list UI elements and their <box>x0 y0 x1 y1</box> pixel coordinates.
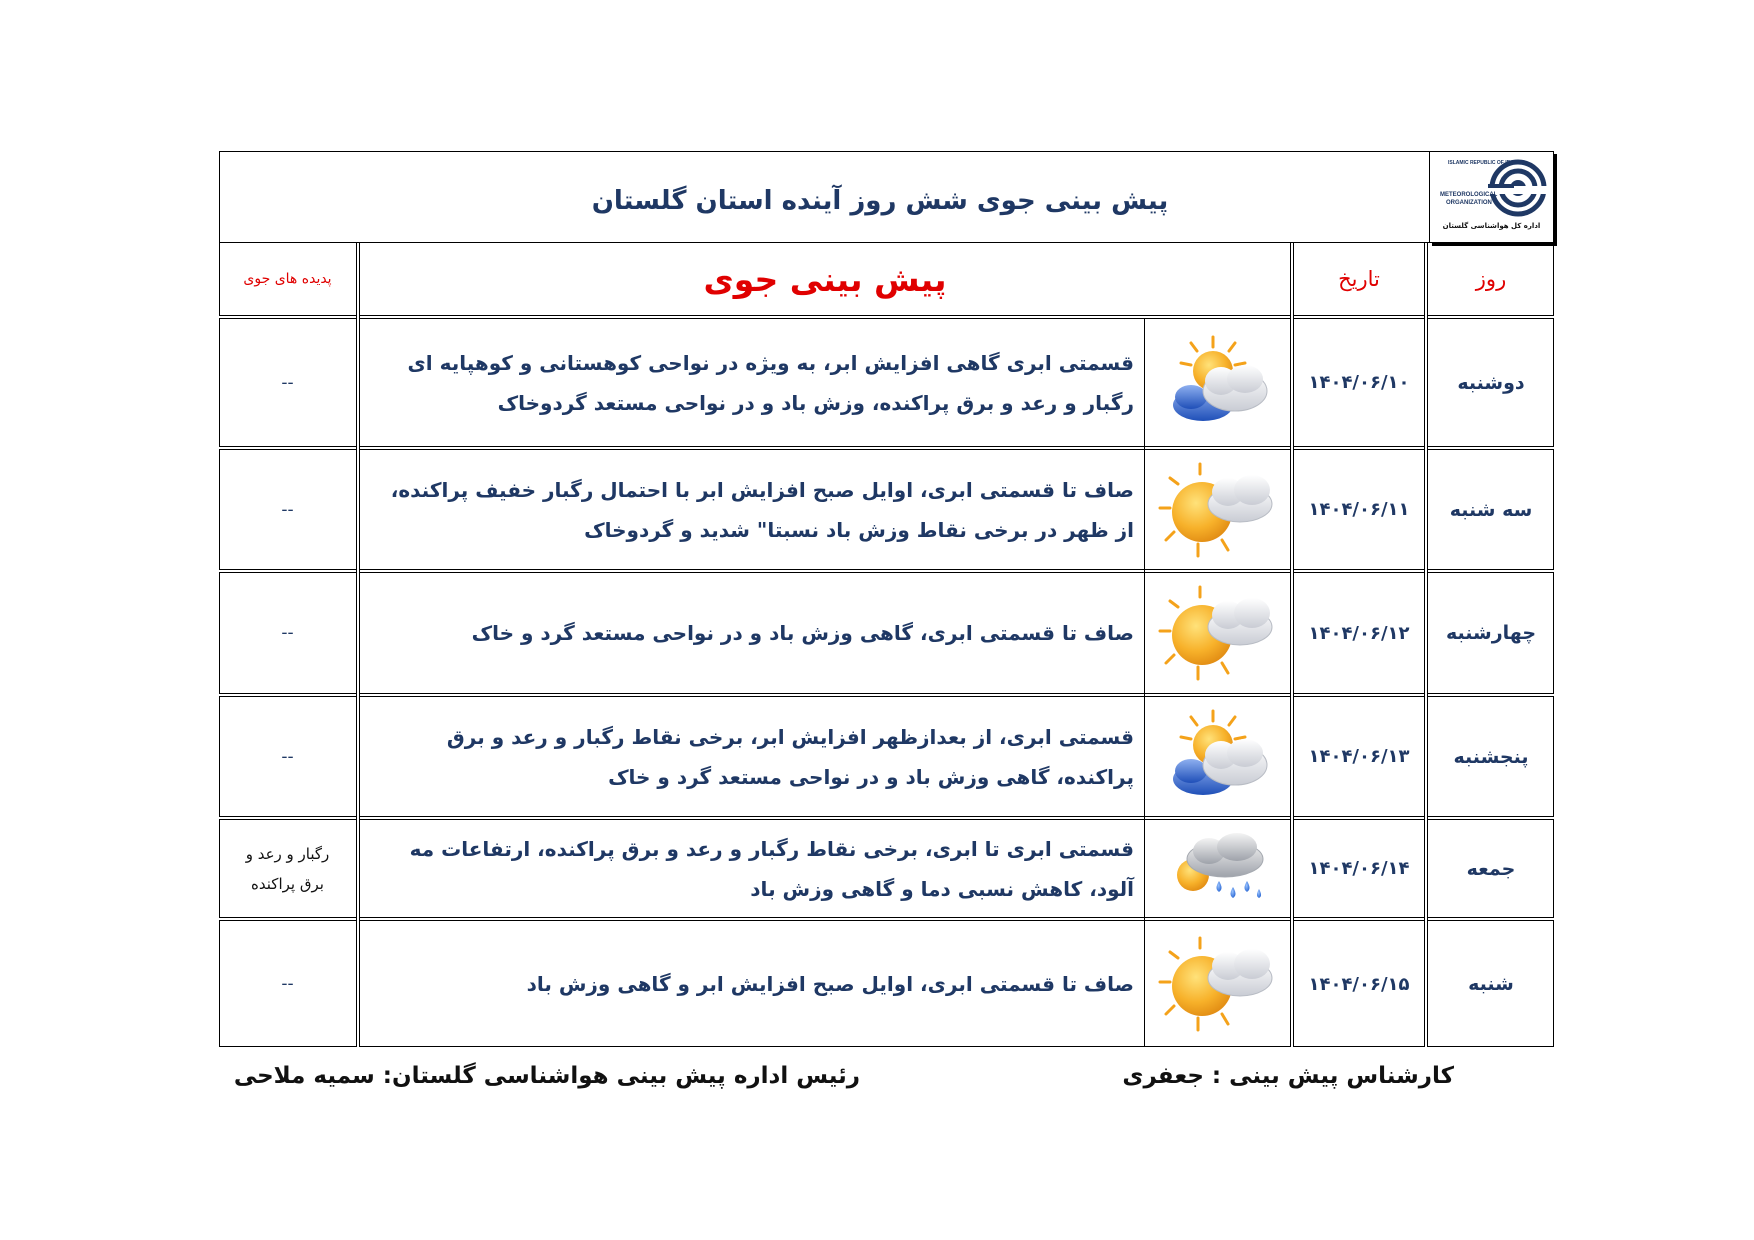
row-2-forecast: صاف تا قسمتی ابری، اوایل صبح افزایش ابر با احتمال رگبار خفیف پراکنده، از ظهر در برخی نقاط وزش باد نسبتا" شدید و گردوخاک <box>390 477 1134 542</box>
row-2-day: سه شنبه <box>1449 498 1533 521</box>
page-title: پیش بینی جوی شش روز آینده استان گلستان <box>591 186 1169 216</box>
sun-behind-cloud-icon <box>1158 930 1278 1038</box>
row-5-date: ۱۴۰۴/۰۶/۱۴ <box>1308 858 1410 879</box>
logo-emblem-icon <box>1430 152 1555 244</box>
row-5-day: جمعه <box>1466 857 1516 880</box>
logo-org-en-line2: METEOROLOGICAL <box>1440 192 1498 198</box>
row-3-day: چهارشنبه <box>1445 622 1537 644</box>
row-3-forecast: صاف تا قسمتی ابری، گاهی وزش باد و در نواحی مستعد گرد و خاک <box>471 621 1134 645</box>
row-3-hazard: -- <box>281 623 294 643</box>
column-head-forecast: پیش بینی جوی <box>703 259 947 299</box>
row-6-hazard: -- <box>281 974 294 994</box>
logo-org-fa: اداره کل هواشناسی گلستان <box>1442 222 1541 230</box>
sun-behind-cloud-icon <box>1158 579 1278 687</box>
footer-head-of-office: رئیس اداره پیش بینی هواشناسی گلستان: سمیه ملاحی <box>233 1063 860 1089</box>
row-3-weather-icon-cell <box>1145 573 1290 693</box>
rain-cloud-icon <box>1163 829 1273 909</box>
logo-org-en-line3: ORGANIZATION <box>1446 200 1492 206</box>
logo-org-en-line1: ISLAMIC REPUBLIC OF IRAN <box>1448 160 1518 166</box>
row-4-weather-icon-cell <box>1145 697 1290 816</box>
row-1-weather-icon-cell <box>1145 319 1290 446</box>
row-6-weather-icon-cell <box>1145 921 1290 1047</box>
row-1-hazard: -- <box>281 372 294 393</box>
row-6-forecast: صاف تا قسمتی ابری، اوایل صبح افزایش ابر و گاهی وزش باد <box>526 972 1134 996</box>
row-5-hazard: رگبار و رعد و برق پراکنده <box>245 844 330 893</box>
row-2-hazard: -- <box>281 499 294 520</box>
column-head-day: روز <box>1475 267 1507 291</box>
row-6-day: شنبه <box>1468 973 1514 995</box>
row-4-hazard: -- <box>281 746 294 767</box>
column-head-date: تاریخ <box>1338 267 1380 291</box>
row-1-forecast: قسمتی ابری گاهی افزایش ابر، به ویژه در نواحی کوهستانی و کوهپایه ای رگبار و رعد و برق پراکنده، وزش باد و در نواحی مستعد گردوخاک <box>407 350 1134 415</box>
row-2-weather-icon-cell <box>1145 450 1290 569</box>
row-4-forecast: قسمتی ابری، از بعدازظهر افزایش ابر، برخی نقاط رگبار و رعد و برق پراکنده، گاهی وزش باد و در نواحی مستعد گرد و خاک <box>446 724 1134 789</box>
row-4-day: پنجشنبه <box>1453 745 1529 768</box>
row-2-date: ۱۴۰۴/۰۶/۱۱ <box>1308 499 1410 520</box>
column-head-hazard: پدیده های جوی <box>243 271 332 287</box>
row-1-date: ۱۴۰۴/۰۶/۱۰ <box>1308 372 1410 393</box>
row-5-weather-icon-cell <box>1145 820 1290 917</box>
footer-forecaster: کارشناس پیش بینی : جعفری <box>1122 1063 1454 1089</box>
partly-cloudy-icon <box>1163 707 1273 807</box>
row-4-date: ۱۴۰۴/۰۶/۱۳ <box>1308 746 1410 767</box>
meteorological-logo <box>1429 151 1554 243</box>
row-1-day: دوشنبه <box>1457 371 1525 394</box>
row-5-forecast: قسمتی ابری تا ابری، برخی نقاط رگبار و رعد و برق پراکنده، ارتفاعات مه آلود، کاهش نسبی دما و گاهی وزش باد <box>409 836 1134 901</box>
partly-cloudy-icon <box>1163 333 1273 433</box>
sun-behind-cloud-icon <box>1158 456 1278 564</box>
row-3-date: ۱۴۰۴/۰۶/۱۲ <box>1308 622 1410 644</box>
row-6-date: ۱۴۰۴/۰۶/۱۵ <box>1308 973 1410 995</box>
